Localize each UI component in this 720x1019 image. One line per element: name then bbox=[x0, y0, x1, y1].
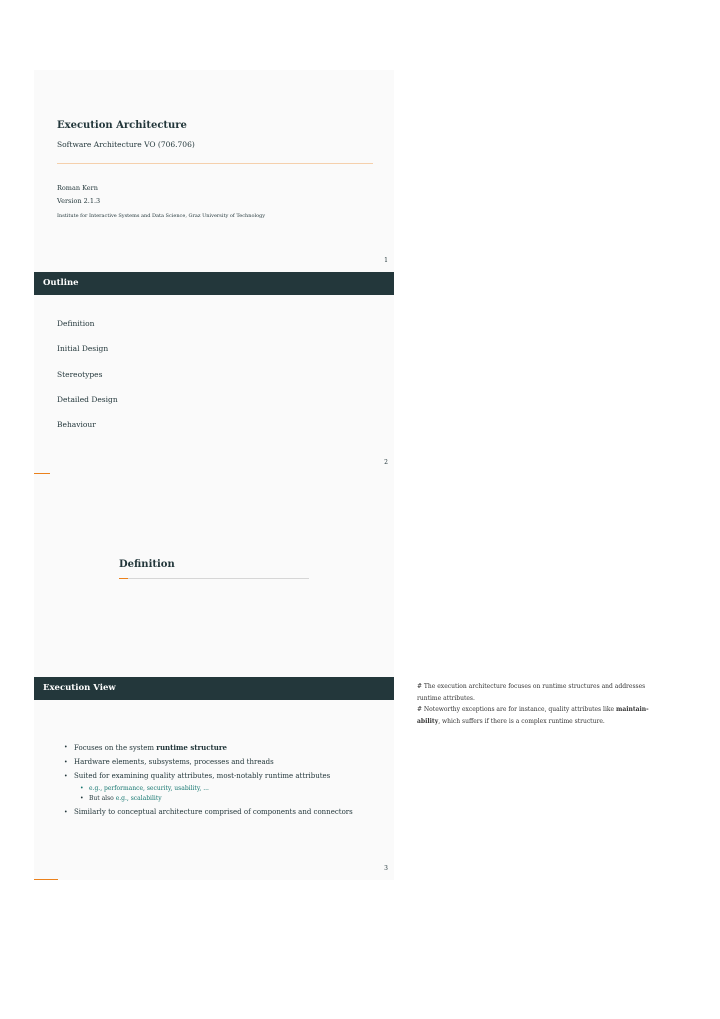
sub-bullet-item: • e.g., performance, security, usability, ... bbox=[80, 784, 353, 793]
section-slide bbox=[34, 474, 394, 677]
content-slide bbox=[34, 677, 394, 880]
section-title: Definition bbox=[119, 559, 175, 570]
bullet-list bbox=[64, 743, 353, 822]
bullet-item: • Suited for examining quality attributes, most-notably runtime attributes • e.g., performance, security, usability, ... • But also e.g., scalability bbox=[64, 772, 353, 803]
speaker-notes bbox=[417, 681, 663, 727]
page-number: 1 bbox=[384, 257, 388, 264]
presentation-title: Execution Architecture bbox=[57, 120, 187, 131]
page-number: 2 bbox=[384, 459, 388, 466]
sub-bullet-list bbox=[80, 784, 353, 803]
bold-term: runtime structure bbox=[156, 743, 228, 752]
section-progress-track bbox=[119, 578, 309, 579]
outline-item: Behaviour bbox=[57, 420, 96, 430]
title-slide bbox=[34, 70, 394, 272]
title-divider bbox=[57, 163, 373, 164]
note-paragraph: # The execution architecture focuses on runtime structures and addresses runtime attributes. bbox=[417, 683, 646, 702]
bullet-item: • Similarly to conceptual architecture comprised of components and connectors bbox=[64, 808, 353, 817]
frame-title: Outline bbox=[34, 272, 394, 295]
institute: Institute for Interactive Systems and Data Science, Graz University of Technology bbox=[57, 213, 266, 219]
outline-item: Definition bbox=[57, 319, 95, 328]
outline-item: Initial Design bbox=[57, 344, 109, 354]
progress-bar bbox=[34, 879, 58, 880]
version: Version 2.1.3 bbox=[57, 197, 101, 205]
outline-slide bbox=[34, 272, 394, 474]
outline-item: Stereotypes bbox=[57, 369, 103, 379]
section-progress-fill bbox=[119, 578, 128, 579]
sub-bullet-item: • But also e.g., scalability bbox=[80, 794, 353, 803]
bullet-item: • Focuses on the system runtime structure bbox=[64, 743, 353, 753]
note-paragraph: # Noteworthy exceptions are for instance, quality attributes like maintain-ability, which suffers if there is a complex runtime structure. bbox=[417, 706, 649, 725]
page-number: 3 bbox=[384, 865, 388, 872]
frame-title: Execution View bbox=[34, 677, 394, 700]
bullet-item: • Hardware elements, subsystems, processes and threads bbox=[64, 758, 353, 767]
author: Roman Kern bbox=[57, 184, 98, 192]
presentation-subtitle: Software Architecture VO (706.706) bbox=[57, 140, 195, 149]
outline-list bbox=[57, 319, 118, 445]
outline-item: Detailed Design bbox=[57, 394, 118, 404]
